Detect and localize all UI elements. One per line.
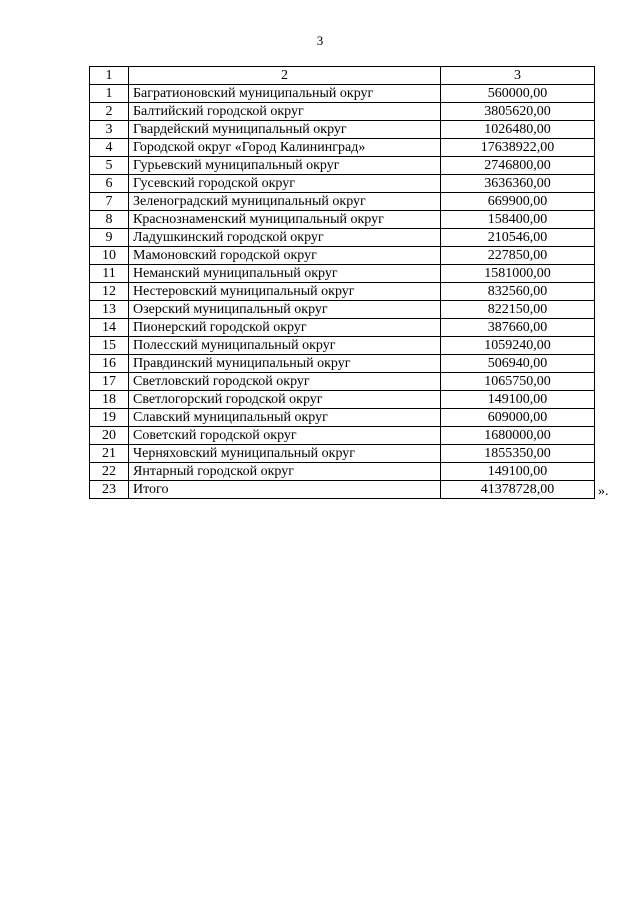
- row-number-cell: 20: [90, 427, 129, 445]
- table-row: [90, 211, 595, 229]
- table-row: [90, 85, 595, 103]
- row-number-cell: 11: [90, 265, 129, 283]
- amount-cell: 822150,00: [441, 301, 595, 319]
- table-row: [90, 157, 595, 175]
- municipality-name-cell: Краснознаменский муниципальный округ: [129, 211, 441, 229]
- municipality-name-cell: Янтарный городской округ: [129, 463, 441, 481]
- row-number-cell: 4: [90, 139, 129, 157]
- amount-cell: 1680000,00: [441, 427, 595, 445]
- municipality-name-cell: Ладушкинский городской округ: [129, 229, 441, 247]
- amount-cell: 387660,00: [441, 319, 595, 337]
- municipality-name-cell: Светловский городской округ: [129, 373, 441, 391]
- amount-cell: 609000,00: [441, 409, 595, 427]
- municipality-name-cell: Гурьевский муниципальный округ: [129, 157, 441, 175]
- amount-cell: 669900,00: [441, 193, 595, 211]
- table-row: [90, 355, 595, 373]
- amount-cell: 3636360,00: [441, 175, 595, 193]
- table-body: [90, 67, 595, 499]
- municipality-name-cell: Черняховский муниципальный округ: [129, 445, 441, 463]
- table-row: [90, 139, 595, 157]
- table-row: [90, 319, 595, 337]
- table-row: [90, 337, 595, 355]
- row-number-cell: 14: [90, 319, 129, 337]
- municipality-name-cell: Балтийский городской округ: [129, 103, 441, 121]
- municipality-name-cell: Зеленоградский муниципальный округ: [129, 193, 441, 211]
- municipality-name-cell: Гвардейский муниципальный округ: [129, 121, 441, 139]
- row-number-cell: 2: [90, 103, 129, 121]
- municipality-name-cell: Мамоновский городской округ: [129, 247, 441, 265]
- row-number-cell: 15: [90, 337, 129, 355]
- row-number-cell: 16: [90, 355, 129, 373]
- row-number-cell: 5: [90, 157, 129, 175]
- amount-cell: 832560,00: [441, 283, 595, 301]
- row-number-cell: 9: [90, 229, 129, 247]
- row-number-cell: 12: [90, 283, 129, 301]
- table-row: [90, 229, 595, 247]
- row-number-cell: 3: [90, 121, 129, 139]
- table-row: [90, 283, 595, 301]
- amount-cell: 17638922,00: [441, 139, 595, 157]
- table-row: [90, 247, 595, 265]
- municipality-name-cell: Городской округ «Город Калининград»: [129, 139, 441, 157]
- municipality-name-cell: Пионерский городской округ: [129, 319, 441, 337]
- row-number-cell: 22: [90, 463, 129, 481]
- row-number-cell: 13: [90, 301, 129, 319]
- amount-cell: 1065750,00: [441, 373, 595, 391]
- table-row: [90, 463, 595, 481]
- table-header-row: [90, 67, 595, 85]
- header-cell-name: 2: [129, 67, 441, 85]
- row-number-cell: 10: [90, 247, 129, 265]
- table-row: [90, 175, 595, 193]
- amount-cell: 1855350,00: [441, 445, 595, 463]
- row-number-cell: 19: [90, 409, 129, 427]
- municipality-name-cell: Неманский муниципальный округ: [129, 265, 441, 283]
- municipality-name-cell: Багратионовский муниципальный округ: [129, 85, 441, 103]
- table-row: [90, 445, 595, 463]
- row-number-cell: 8: [90, 211, 129, 229]
- amount-cell: 1581000,00: [441, 265, 595, 283]
- municipality-name-cell: Славский муниципальный округ: [129, 409, 441, 427]
- table-row: [90, 301, 595, 319]
- table-row: [90, 121, 595, 139]
- amount-cell: 560000,00: [441, 85, 595, 103]
- amount-cell: 149100,00: [441, 391, 595, 409]
- amount-cell: 158400,00: [441, 211, 595, 229]
- row-number-cell: 7: [90, 193, 129, 211]
- table-row: [90, 391, 595, 409]
- row-number-cell: 21: [90, 445, 129, 463]
- table-row: [90, 409, 595, 427]
- page-number: 3: [316, 33, 324, 48]
- row-number-cell: 17: [90, 373, 129, 391]
- municipality-name-cell: Гусевский городской округ: [129, 175, 441, 193]
- amount-cell: 41378728,00: [441, 481, 595, 499]
- table-row: [90, 265, 595, 283]
- amount-cell: 210546,00: [441, 229, 595, 247]
- table-row: [90, 427, 595, 445]
- table-row: [90, 373, 595, 391]
- row-number-cell: 18: [90, 391, 129, 409]
- table-row: [90, 193, 595, 211]
- municipality-name-cell: Итого: [129, 481, 441, 499]
- header-cell-value: 3: [441, 67, 595, 85]
- amount-cell: 2746800,00: [441, 157, 595, 175]
- amount-cell: 3805620,00: [441, 103, 595, 121]
- amount-cell: 227850,00: [441, 247, 595, 265]
- row-number-cell: 6: [90, 175, 129, 193]
- amount-cell: 149100,00: [441, 463, 595, 481]
- municipality-name-cell: Нестеровский муниципальный округ: [129, 283, 441, 301]
- municipality-name-cell: Полесский муниципальный округ: [129, 337, 441, 355]
- amount-cell: 1026480,00: [441, 121, 595, 139]
- allocation-table: [89, 66, 595, 499]
- municipality-name-cell: Советский городской округ: [129, 427, 441, 445]
- row-number-cell: 23: [90, 481, 129, 499]
- closing-quote: ».: [598, 484, 609, 499]
- table-row: [90, 481, 595, 499]
- header-cell-number: 1: [90, 67, 129, 85]
- amount-cell: 506940,00: [441, 355, 595, 373]
- row-number-cell: 1: [90, 85, 129, 103]
- amount-cell: 1059240,00: [441, 337, 595, 355]
- table-row: [90, 103, 595, 121]
- municipality-name-cell: Светлогорский городской округ: [129, 391, 441, 409]
- municipality-name-cell: Озерский муниципальный округ: [129, 301, 441, 319]
- municipality-name-cell: Правдинский муниципальный округ: [129, 355, 441, 373]
